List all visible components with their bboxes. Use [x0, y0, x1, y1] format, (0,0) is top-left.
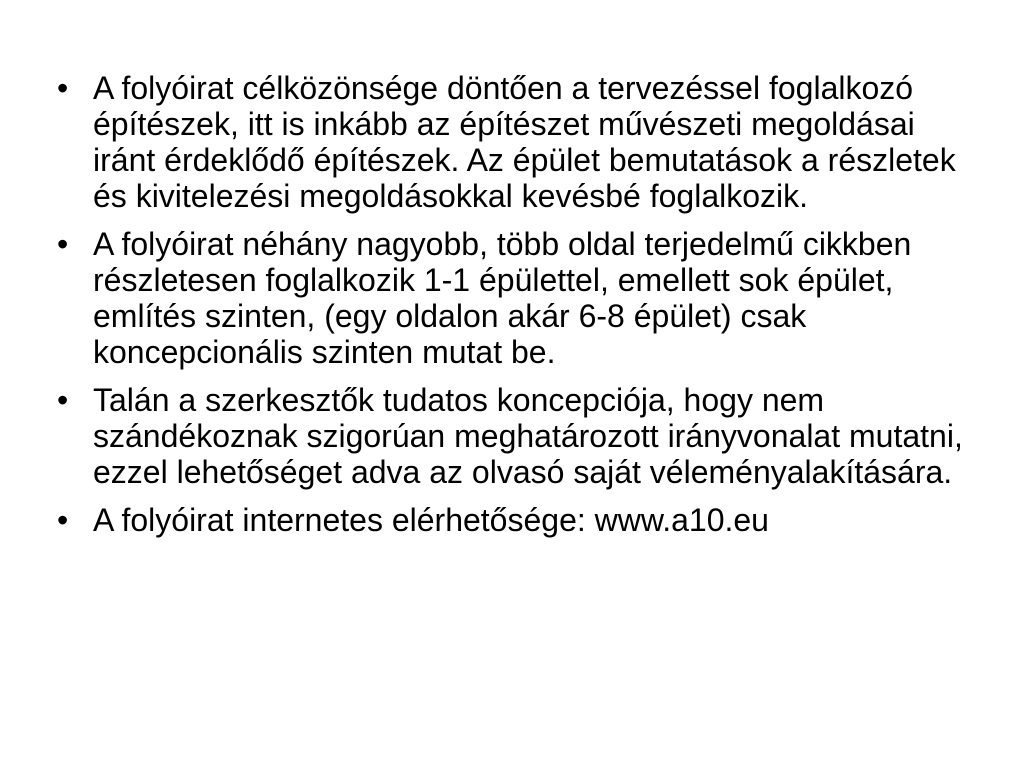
bullet-item-website [57, 502, 977, 538]
bullet-text-concept: Talán a szerkesztők tudatos koncepciója, hogy nem szándékoznak szigorúan meghatározott irányvonalat mutatni, ezzel lehetőséget adva az olvasó saját véleményalakítására. [93, 382, 963, 490]
bullet-icon: • [57, 226, 69, 262]
bullet-list [57, 70, 977, 550]
bullet-item-audience [57, 70, 977, 214]
bullet-text-audience: A folyóirat célközönsége döntően a tervezéssel foglalkozó építészek, itt is inkább az építészet művészeti megoldásai iránt érdeklődő építészek. Az épület bemutatások a részletek és kivitelezési megoldásokkal kevésbé foglalkozik. [93, 70, 956, 214]
bullet-text-articles: A folyóirat néhány nagyobb, több oldal terjedelmű cikkben részletesen foglalkozik 1-1 épülettel, emellett sok épület, említés szinten, (egy oldalon akár 6-8 épület) csak koncepcionális szinten mutat be. [93, 226, 912, 370]
bullet-icon: • [57, 70, 69, 106]
bullet-item-concept [57, 382, 977, 490]
bullet-item-articles [57, 226, 977, 370]
bullet-icon: • [57, 382, 69, 418]
bullet-icon: • [57, 502, 69, 538]
bullet-text-website: A folyóirat internetes elérhetősége: www.a10.eu [93, 502, 769, 538]
